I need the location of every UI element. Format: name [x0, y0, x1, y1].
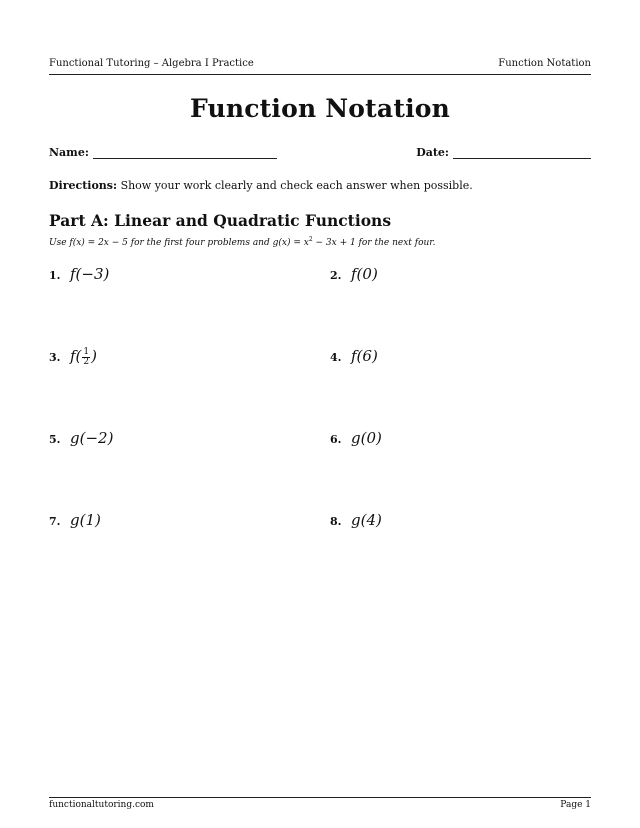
running-header [49, 58, 591, 75]
date-label: Date: [416, 146, 449, 159]
problem-expression: f(−3) [70, 265, 110, 283]
section-title: Part A: Linear and Quadratic Functions [49, 211, 392, 230]
problem-number: 2. [330, 269, 342, 282]
expr-suffix: ) [91, 347, 97, 365]
header-topic: Function Notation [498, 58, 591, 69]
fraction [82, 348, 90, 367]
instruction-part-2: − 3x + 1 for the next four. [312, 238, 436, 248]
name-label: Name: [49, 146, 89, 159]
running-footer [49, 797, 591, 810]
header-course-title: Functional Tutoring – Algebra I Practice [49, 58, 254, 69]
problem-2 [330, 265, 378, 283]
fraction-denominator: 2 [83, 356, 90, 367]
instruction-exponent: 2 [308, 236, 313, 243]
section-instruction [49, 236, 591, 248]
footer-page-number: Page 1 [560, 800, 591, 810]
problem-number: 3. [49, 351, 61, 364]
problem-expression: g(1) [70, 511, 101, 529]
problem-number: 7. [49, 515, 61, 528]
problem-3 [49, 347, 97, 367]
name-field [49, 146, 277, 159]
directions [49, 179, 591, 192]
problem-7 [49, 511, 101, 529]
problem-expression: f(6) [351, 347, 378, 365]
problem-8 [330, 511, 382, 529]
problem-number: 6. [330, 433, 342, 446]
fraction-numerator: 1 [83, 346, 90, 357]
problem-expression: f(0) [351, 265, 378, 283]
date-field [416, 146, 591, 159]
problem-expression [70, 347, 97, 367]
problem-5 [49, 429, 113, 447]
problem-4 [330, 347, 378, 365]
directions-text: Show your work clearly and check each answer when possible. [120, 179, 473, 192]
problem-expression: g(−2) [70, 429, 114, 447]
name-blank-line [93, 146, 277, 159]
problem-number: 4. [330, 351, 342, 364]
footer-website: functionaltutoring.com [49, 800, 154, 810]
problem-6 [330, 429, 382, 447]
page-title: Function Notation [189, 94, 451, 123]
problem-number: 8. [330, 515, 342, 528]
problem-number: 1. [49, 269, 61, 282]
problem-1 [49, 265, 109, 283]
expr-prefix: f( [70, 347, 82, 365]
instruction-part-1: Use f(x) = 2x − 5 for the first four problems and g(x) = x [49, 238, 309, 248]
date-blank-line [453, 146, 591, 159]
problem-number: 5. [49, 433, 61, 446]
student-info-row [49, 146, 591, 162]
problem-expression: g(0) [351, 429, 382, 447]
problem-expression: g(4) [351, 511, 382, 529]
directions-label: Directions: [49, 179, 118, 192]
